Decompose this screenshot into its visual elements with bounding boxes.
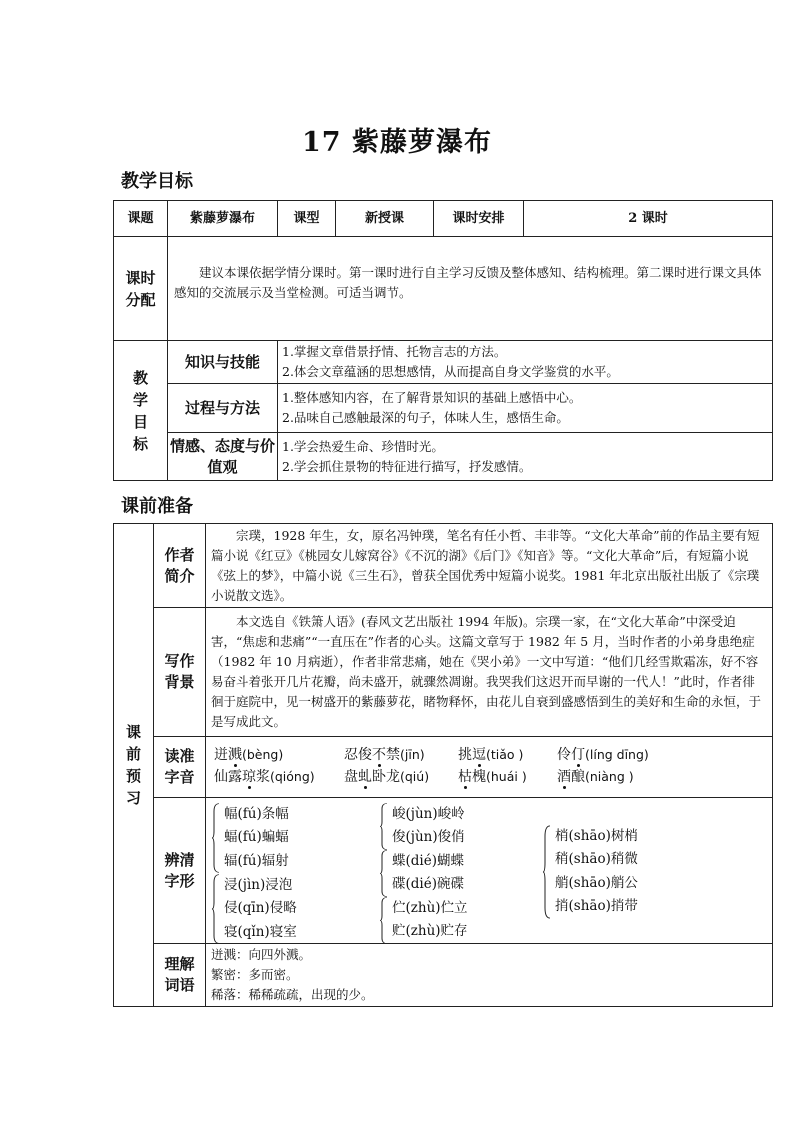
pron-pre: 迸 bbox=[214, 747, 228, 763]
goal-label-attitude: 情感、态度与价值观 bbox=[168, 433, 278, 481]
pron-pinyin: (qiú) bbox=[400, 769, 430, 784]
pron-dot-char: 琼 bbox=[242, 769, 256, 785]
brace-icon bbox=[212, 803, 220, 873]
goal-items-attitude bbox=[278, 433, 773, 481]
distinguish-content bbox=[206, 798, 773, 944]
pron-pinyin: (bèng) bbox=[242, 747, 284, 762]
vocab-item: 繁密：多而密。 bbox=[211, 967, 299, 982]
value-lesson-type: 新授课 bbox=[336, 201, 434, 237]
pron-dot-char: 虬 bbox=[358, 769, 372, 785]
pron-item bbox=[344, 766, 429, 786]
brace-icon bbox=[380, 850, 388, 897]
page-title: 17 紫藤萝瀑布 bbox=[302, 127, 492, 158]
goal-item: 2.品味自己感触最深的句子，体味人生，感悟生命。 bbox=[282, 410, 569, 425]
brace-icon bbox=[380, 897, 388, 944]
pron-item bbox=[214, 744, 283, 764]
pron-item bbox=[458, 766, 527, 786]
brace-icon bbox=[543, 825, 551, 919]
distinguish-grid bbox=[206, 799, 772, 943]
char-item: 蝠(fú)蝙蝠 bbox=[224, 829, 289, 845]
char-item: 伫(zhù)伫立 bbox=[392, 899, 468, 916]
char-item: 辐(fú)辐射 bbox=[224, 852, 289, 869]
background-paragraph: 本文选自《铁箫人语》(春风文艺出版社 1994 年版)。宗璞一家，在“文化大革命”中深受迫害，“焦虑和悲痛”“一直压在”作者的心头。这篇文章写于 1982 年 5 月，当时作者的小弟身患绝症（1982 年 10 月病逝），作者非常悲痛，她在《哭小弟》一文中写道：“他们几经雪欺霜冻，好不容易奋斗着张开几片花瓣，尚未盛开，就骤然凋谢。我哭我们这迟开而早谢的一代人！”此时，作者徘徊于庭院中，见一树盛开的紫藤萝花，睹物释怀，由花儿自衰到盛感悟到生的美好和生命的永恒，于是写成此文。 bbox=[211, 614, 762, 729]
objectives-table bbox=[113, 200, 773, 481]
label-preview bbox=[114, 524, 154, 1007]
pron-post: 禁 bbox=[386, 747, 400, 763]
char-item: 寝(qǐn)寝室 bbox=[224, 923, 297, 940]
label-background bbox=[154, 608, 206, 737]
pronunciation-grid bbox=[212, 739, 772, 795]
pron-pinyin: (qióng) bbox=[270, 769, 315, 784]
pron-pre: 盘 bbox=[344, 769, 358, 785]
label-author bbox=[154, 524, 206, 608]
goal-items-process bbox=[278, 384, 773, 433]
vocab-item: 稀落：稀稀疏疏，出现的少。 bbox=[211, 987, 374, 1002]
pronunciation-label-text: 读准字音 bbox=[164, 747, 195, 786]
char-item: 艄(shāo)艄公 bbox=[555, 874, 638, 891]
vocabulary-label-text: 理解词语 bbox=[164, 955, 195, 994]
pron-post: 浆 bbox=[256, 769, 270, 785]
char-item: 捎(shāo)捎带 bbox=[555, 898, 638, 914]
char-item: 梢(shāo)树梢 bbox=[555, 827, 638, 844]
section-heading-objectives: 教学目标 bbox=[121, 171, 193, 192]
pron-dot-char: 溅 bbox=[228, 747, 242, 763]
goal-item: 1.学会热爱生命、珍惜时光。 bbox=[282, 438, 444, 454]
preparation-table bbox=[113, 523, 773, 1007]
pron-pinyin: (niàng ) bbox=[585, 769, 634, 784]
pron-item bbox=[557, 744, 649, 764]
pron-pre: 挑 bbox=[458, 747, 472, 763]
pron-pinyin: (jīn) bbox=[400, 747, 425, 762]
char-item: 浸(jìn)浸泡 bbox=[224, 876, 293, 893]
label-teaching-goals bbox=[114, 341, 168, 481]
preview-text: 课前预习 bbox=[125, 723, 141, 807]
char-item: 蝶(dié)蝴蝶 bbox=[392, 852, 464, 869]
period-allocation-text: 课时分配 bbox=[125, 268, 156, 309]
teaching-goals-text: 教学目标 bbox=[132, 368, 148, 453]
goal-item: 1.掌握文章借景抒情、托物言志的方法。 bbox=[282, 344, 507, 359]
pron-item bbox=[458, 744, 523, 764]
char-item: 侵(qīn)侵略 bbox=[224, 900, 297, 916]
pron-pre: 忍俊 bbox=[344, 747, 372, 763]
pron-dot-char: 不 bbox=[372, 747, 386, 763]
pronunciation-content bbox=[206, 737, 773, 798]
goal-label-process: 过程与方法 bbox=[168, 384, 278, 433]
pron-post: 槐 bbox=[472, 769, 486, 785]
pron-pre: 仙露 bbox=[214, 769, 242, 785]
vocabulary-content bbox=[206, 944, 773, 1007]
background-label-text: 写作背景 bbox=[164, 652, 195, 691]
brace-icon bbox=[212, 874, 220, 944]
char-item: 幅(fú)条幅 bbox=[224, 805, 289, 822]
value-period-plan: 2 课时 bbox=[524, 201, 773, 237]
pron-dot-char: 枯 bbox=[458, 769, 472, 785]
label-pronunciation bbox=[154, 737, 206, 798]
goal-item: 1.整体感知内容，在了解背景知识的基础上感悟中心。 bbox=[282, 390, 582, 405]
pron-pinyin: (tiǎo ) bbox=[486, 747, 524, 762]
pron-dot-char: 酒 bbox=[557, 769, 571, 785]
distinguish-label-text: 辨清字形 bbox=[164, 850, 195, 890]
char-item: 峻(jùn)峻岭 bbox=[392, 805, 465, 822]
label-vocabulary bbox=[154, 944, 206, 1007]
char-group bbox=[380, 897, 468, 944]
char-group bbox=[380, 850, 464, 897]
label-lesson-type: 课型 bbox=[278, 201, 336, 237]
author-label-text: 作者简介 bbox=[164, 545, 195, 585]
goal-label-knowledge: 知识与技能 bbox=[168, 341, 278, 384]
pron-dot-char: 仃 bbox=[571, 747, 585, 763]
char-item: 贮(zhù)贮存 bbox=[392, 923, 468, 939]
background-content bbox=[206, 608, 773, 737]
pron-item bbox=[214, 766, 315, 786]
pron-pinyin: (líng dīng) bbox=[585, 747, 649, 762]
char-group bbox=[212, 803, 289, 873]
char-group bbox=[380, 803, 465, 850]
char-item: 碟(dié)碗碟 bbox=[392, 876, 464, 892]
goal-items-knowledge bbox=[278, 341, 773, 384]
label-period-plan: 课时安排 bbox=[434, 201, 524, 237]
pron-pinyin: (huái ) bbox=[486, 769, 527, 784]
label-distinguish bbox=[154, 798, 206, 944]
pron-post: 卧龙 bbox=[372, 769, 400, 785]
pron-post: 酿 bbox=[571, 769, 585, 785]
period-allocation-content bbox=[168, 237, 773, 341]
char-item: 稍(shāo)稍微 bbox=[555, 851, 638, 867]
pron-pre: 伶 bbox=[557, 747, 571, 763]
author-content bbox=[206, 524, 773, 608]
pron-item bbox=[344, 744, 425, 764]
char-group bbox=[212, 874, 297, 944]
char-group bbox=[543, 825, 638, 919]
brace-icon bbox=[380, 803, 388, 850]
char-item: 俊(jùn)俊俏 bbox=[392, 829, 465, 845]
goal-item: 2.学会抓住景物的特征进行描写，抒发感情。 bbox=[282, 458, 532, 474]
period-allocation-paragraph: 建议本课依据学情分课时。第一课时进行自主学习反馈及整体感知、结构梳理。第二课时进行课文具体感知的交流展示及当堂检测。可适当调节。 bbox=[174, 264, 762, 300]
pron-item bbox=[557, 766, 634, 786]
author-paragraph: 宗璞，1928 年生，女，原名冯钟璞，笔名有任小哲、丰非等。“文化大革命”前的作品主要有短篇小说《红豆》《桃园女儿嫁窝谷》《不沉的湖》《后门》《知音》等。“文化大革命”后，有短篇小说《弦上的梦》，中篇小说《三生石》，曾获全国优秀中短篇小说奖。1981 年北京出版社出版了《宗璞小说散文选》。 bbox=[211, 527, 760, 603]
pron-dot-char: 逗 bbox=[472, 747, 486, 763]
vocab-item: 迸溅：向四外溅。 bbox=[211, 947, 312, 962]
label-lesson-title: 课题 bbox=[114, 201, 168, 237]
goal-item: 2.体会文章蕴涵的思想感情，从而提高自身文学鉴赏的水平。 bbox=[282, 364, 619, 379]
label-period-allocation bbox=[114, 237, 168, 341]
section-heading-preparation: 课前准备 bbox=[121, 496, 193, 517]
value-lesson-title: 紫藤萝瀑布 bbox=[168, 201, 278, 237]
